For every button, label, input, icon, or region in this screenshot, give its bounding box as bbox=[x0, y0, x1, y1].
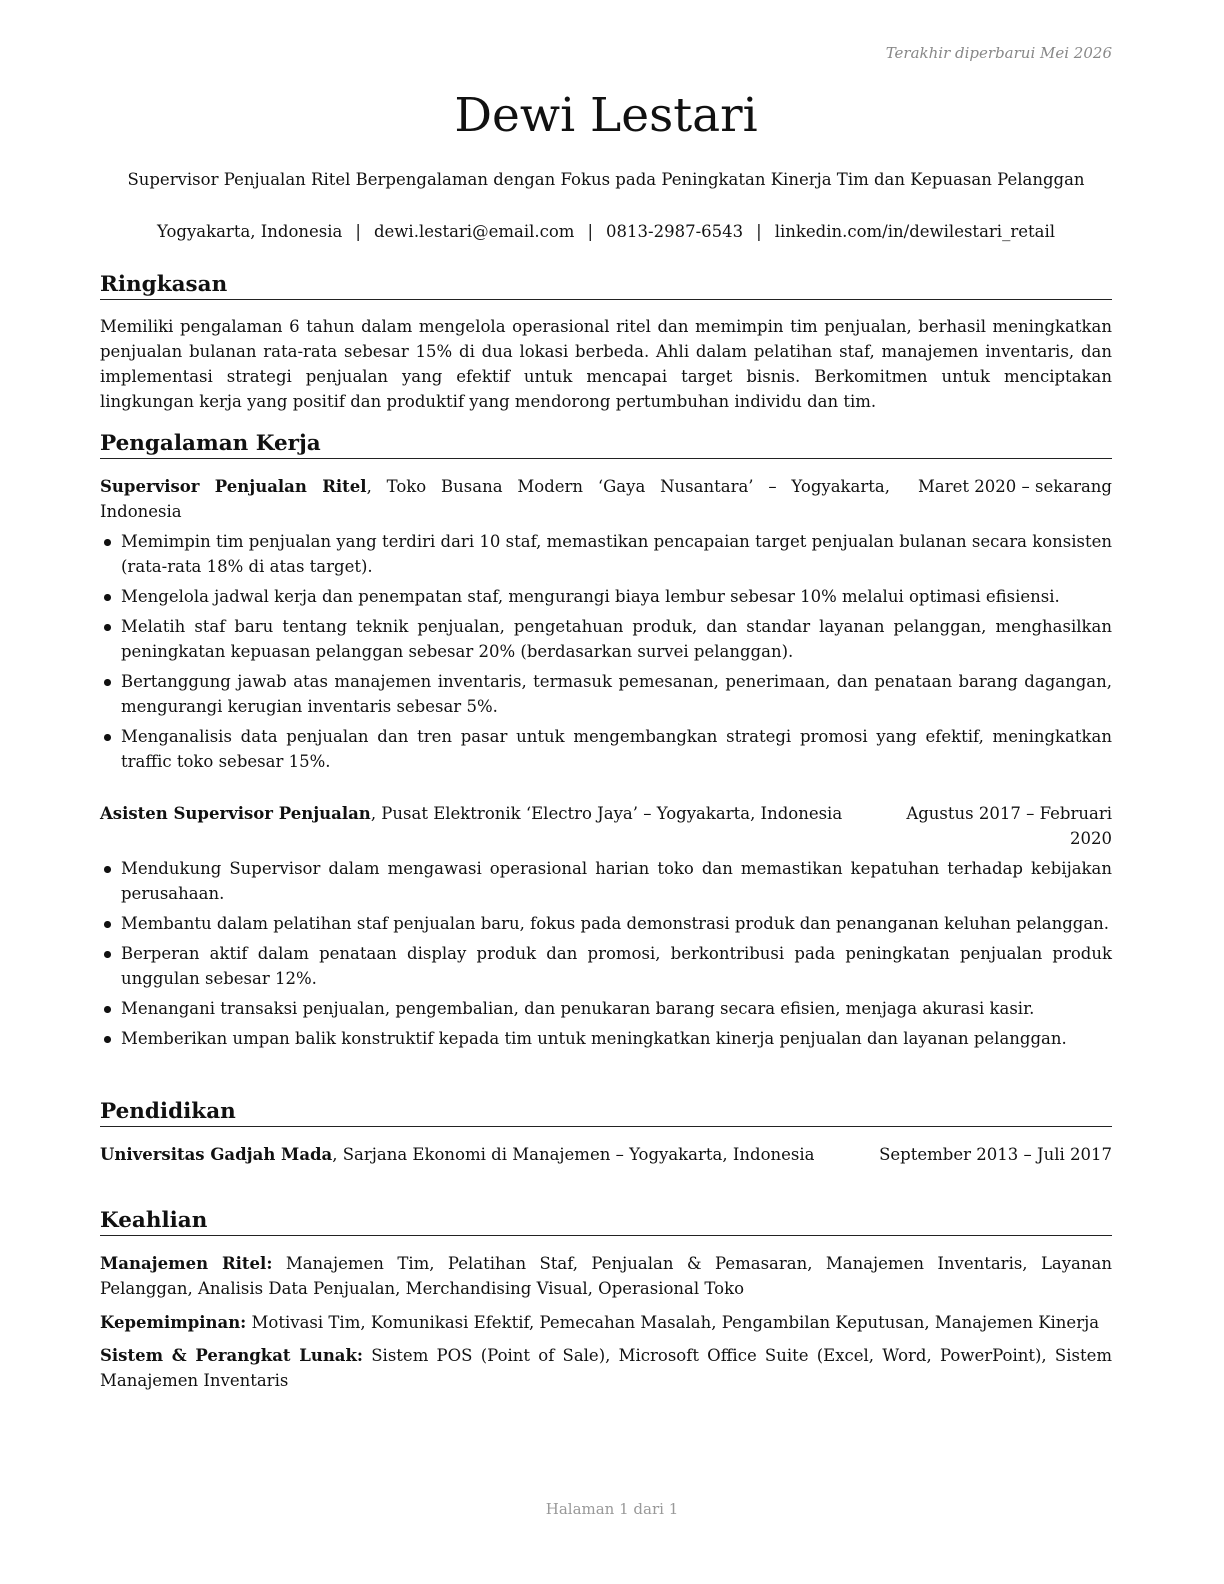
job-employer: , Toko Busana Modern ‘Gaya Nusantara’ – Yogyakarta, Indonesia bbox=[100, 477, 890, 521]
job-title-line bbox=[100, 801, 870, 826]
section-title-experience: Pengalaman Kerja bbox=[100, 430, 1112, 459]
skill-group-items: Sistem POS (Point of Sale), Microsoft Office Suite (Excel, Word, PowerPoint), Sistem Manajemen Inventaris bbox=[100, 1346, 1112, 1390]
education-degree: , Sarjana Ekonomi di Manajemen – Yogyakarta, Indonesia bbox=[332, 1145, 815, 1164]
list-item: Menangani transaksi penjualan, pengembalian, dan penukaran barang secara efisien, menjaga akurasi kasir. bbox=[100, 996, 1112, 1021]
job-dates: Agustus 2017 – Februari 2020 bbox=[906, 804, 1112, 848]
job-employer: , Pusat Elektronik ‘Electro Jaya’ – Yogyakarta, Indonesia bbox=[370, 804, 843, 823]
contact-separator: | bbox=[756, 222, 762, 241]
skill-group-label: Kepemimpinan: bbox=[100, 1313, 247, 1332]
job-bullets bbox=[100, 856, 1112, 1056]
section-title-education: Pendidikan bbox=[100, 1098, 1112, 1127]
job-bullets bbox=[100, 529, 1112, 779]
list-item: Menganalisis data penjualan dan tren pasar untuk mengembangkan strategi promosi yang efektif, meningkatkan traffic toko sebesar 15%. bbox=[100, 724, 1112, 774]
contact-phone: 0813-2987-6543 bbox=[606, 222, 744, 241]
headline: Supervisor Penjualan Ritel Berpengalaman dengan Fokus pada Peningkatan Kinerja Tim dan Kepuasan Pelanggan bbox=[127, 170, 1085, 189]
education-school: Universitas Gadjah Mada bbox=[100, 1145, 333, 1164]
list-item: Memimpin tim penjualan yang terdiri dari 10 staf, memastikan pencapaian target penjualan bulanan secara konsisten (rata-rata 18% di atas target). bbox=[100, 529, 1112, 579]
list-item: Memberikan umpan balik konstruktif kepada tim untuk meningkatkan kinerja penjualan dan layanan pelanggan. bbox=[100, 1026, 1112, 1051]
list-item: Mendukung Supervisor dalam mengawasi operasional harian toko dan memastikan kepatuhan terhadap kebijakan perusahaan. bbox=[100, 856, 1112, 906]
skill-group bbox=[100, 1310, 1112, 1335]
contact-separator: | bbox=[587, 222, 594, 241]
education-dates: September 2013 – Juli 2017 bbox=[879, 1145, 1112, 1164]
list-item: Bertanggung jawab atas manajemen inventaris, termasuk pemesanan, penerimaan, dan penataan barang dagangan, mengurangi kerugian inventaris sebesar 5%. bbox=[100, 669, 1112, 719]
list-item: Mengelola jadwal kerja dan penempatan staf, mengurangi biaya lembur sebesar 10% melalui optimasi efisiensi. bbox=[100, 584, 1112, 609]
list-item: Berperan aktif dalam penataan display produk dan promosi, berkontribusi pada peningkatan penjualan produk unggulan sebesar 12%. bbox=[100, 941, 1112, 991]
job-title-line bbox=[100, 474, 890, 524]
job-header bbox=[100, 801, 1112, 851]
last-updated-note: Terakhir diperbarui Mei 2026 bbox=[885, 44, 1112, 62]
list-item: Membantu dalam pelatihan staf penjualan baru, fokus pada demonstrasi produk dan penanganan keluhan pelanggan. bbox=[100, 911, 1112, 936]
contact-location: Yogyakarta, Indonesia bbox=[156, 222, 343, 241]
skill-group bbox=[100, 1251, 1112, 1301]
candidate-name: Dewi Lestari bbox=[454, 88, 758, 143]
job-role: Supervisor Penjualan Ritel bbox=[100, 477, 367, 496]
contact-line bbox=[100, 220, 1112, 244]
skill-group-items: Manajemen Tim, Pelatihan Staf, Penjualan & Pemasaran, Manajemen Inventaris, Layanan Pelanggan, Analisis Data Penjualan, Merchandising Visual, Operasional Toko bbox=[100, 1254, 1112, 1298]
contact-linkedin[interactable]: linkedin.com/in/dewilestari_retail bbox=[774, 222, 1055, 241]
skill-group-items: Motivasi Tim, Komunikasi Efektif, Pemecahan Masalah, Pengambilan Keputusan, Manajemen Kinerja bbox=[251, 1313, 1100, 1332]
skill-group bbox=[100, 1343, 1112, 1393]
education-line bbox=[100, 1142, 870, 1167]
job-role: Asisten Supervisor Penjualan bbox=[100, 804, 371, 823]
contact-email[interactable]: dewi.lestari@email.com bbox=[373, 222, 575, 241]
skill-group-label: Sistem & Perangkat Lunak: bbox=[100, 1346, 364, 1365]
summary-text: Memiliki pengalaman 6 tahun dalam mengelola operasional ritel dan memimpin tim penjualan, berhasil meningkatkan penjualan bulanan rata-rata sebesar 15% di dua lokasi berbeda. Ahli dalam pelatihan staf, manajemen inventaris, dan implementasi strategi penjualan yang efektif untuk mencapai target bisnis. Berkomitmen untuk menciptakan lingkungan kerja yang positif dan produktif yang mendorong pertumbuhan individu dan tim. bbox=[100, 317, 1112, 411]
education-entry bbox=[100, 1142, 1112, 1192]
section-title-skills: Keahlian bbox=[100, 1207, 1112, 1236]
contact-separator: | bbox=[355, 222, 361, 241]
skill-group-label: Manajemen Ritel: bbox=[100, 1254, 273, 1273]
job-dates: Maret 2020 – sekarang bbox=[918, 477, 1112, 496]
job-header bbox=[100, 474, 1112, 524]
list-item: Melatih staf baru tentang teknik penjualan, pengetahuan produk, dan standar layanan pelanggan, menghasilkan peningkatan kepuasan pelanggan sebesar 20% (berdasarkan survei pelanggan). bbox=[100, 614, 1112, 664]
section-title-summary: Ringkasan bbox=[100, 271, 1112, 300]
page-number: Halaman 1 dari 1 bbox=[545, 1500, 679, 1518]
